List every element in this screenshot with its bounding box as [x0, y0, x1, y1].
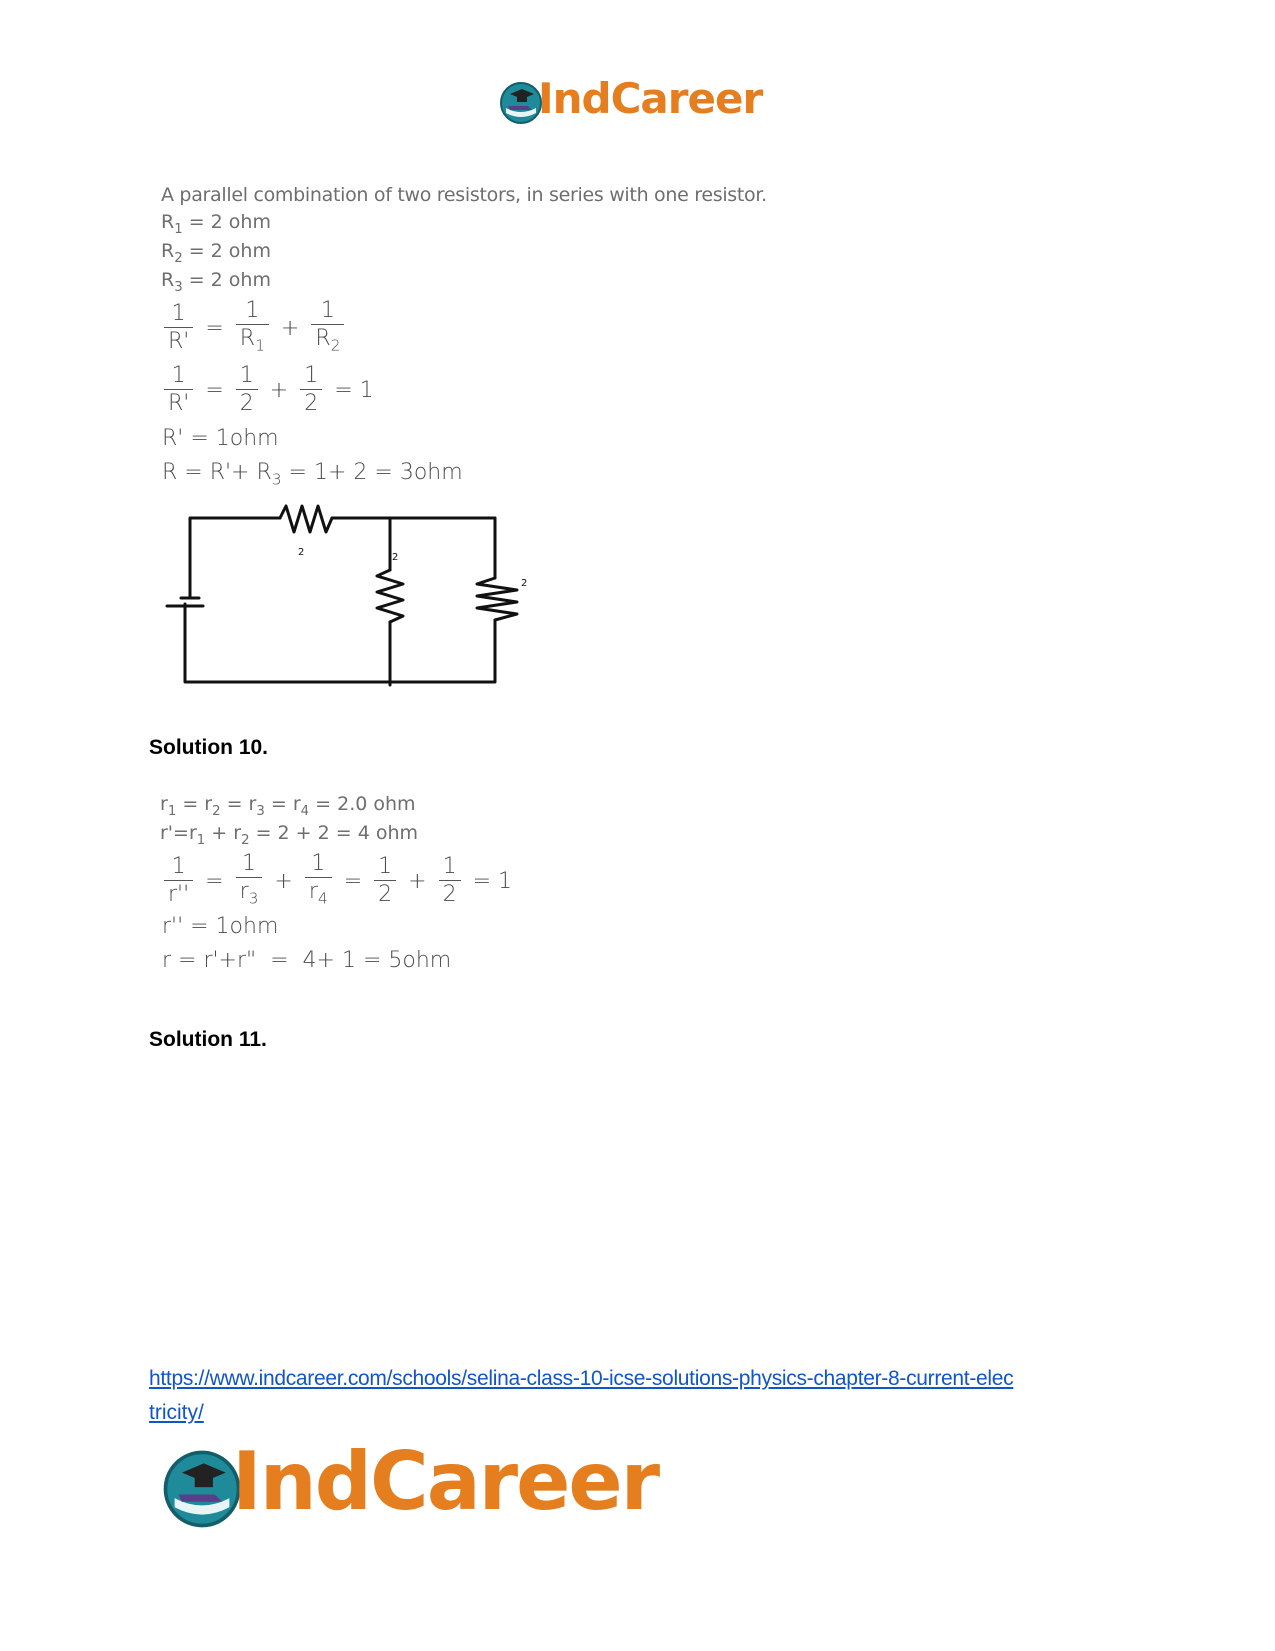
equation-total-r: $R = R'+ R_3 = 1+ 2 = 3ohm$ — [162, 460, 463, 489]
r3-line: $R_3 = 2$ ohm — [161, 269, 271, 295]
label-right-resistor: 2 — [521, 578, 528, 589]
equation-parallel-values: $\frac{1}{R'}$ = $\frac{1}{2}$ + $\frac{1}{2}$ = 1 — [162, 363, 377, 418]
header-logo-text: IndCareer — [538, 74, 763, 123]
solution-11-heading: Solution 11. — [149, 1028, 267, 1051]
sol10-equation-r-double-prime: r'' = 1ohm — [162, 914, 279, 939]
wire-top-left — [190, 518, 280, 598]
sol10-equation-parallel: $\frac{1}{r''}$ = $\frac{1}{r_3}$ + $\frac{1}{r_4}$ = $\frac{1}{2}$ + $\frac{1}{2}$ = 1 — [162, 851, 515, 912]
sol10-equation-total: r = r'+r" = 4+ 1 = 5ohm — [162, 948, 452, 973]
footer-logo — [160, 1435, 700, 1535]
footer-link-line2[interactable]: tricity/ — [149, 1401, 204, 1424]
resistor-right — [477, 578, 517, 620]
wire-right-bottom — [185, 604, 495, 682]
sol10-line2: $r'=r_1 + r_2 = 2 + 2 = 4$ ohm — [160, 822, 419, 848]
label-series-resistor: 2 — [298, 547, 305, 558]
r1-line: $R_1 = 2$ ohm — [161, 211, 271, 237]
equation-parallel-formula: $\frac{1}{R'}$ = $\frac{1}{R_1}$ + $\frac{1}{R_2}$ — [162, 298, 346, 359]
r2-line: $R_2 = 2$ ohm — [161, 240, 271, 266]
resistor-middle — [377, 570, 403, 622]
intro-text: A parallel combination of two resistors, in series with one resistor. — [161, 184, 767, 206]
circuit-diagram — [165, 500, 545, 700]
header-logo — [498, 74, 778, 126]
equation-r-prime: R' = 1ohm — [162, 426, 279, 451]
sol10-line1: $r_1 = r_2 = r_3 = r_4 = 2.0$ ohm — [160, 793, 416, 819]
footer-link[interactable] — [149, 1362, 1149, 1430]
footer-link-line1[interactable]: https://www.indcareer.com/schools/selina-class-10-icse-solutions-physics-chapter-8-current-elec — [149, 1367, 1014, 1390]
footer-logo-text: IndCareer — [232, 1435, 659, 1528]
solution-10-heading: Solution 10. — [149, 736, 269, 759]
resistor-series — [280, 506, 332, 532]
label-middle-resistor: 2 — [392, 552, 399, 563]
